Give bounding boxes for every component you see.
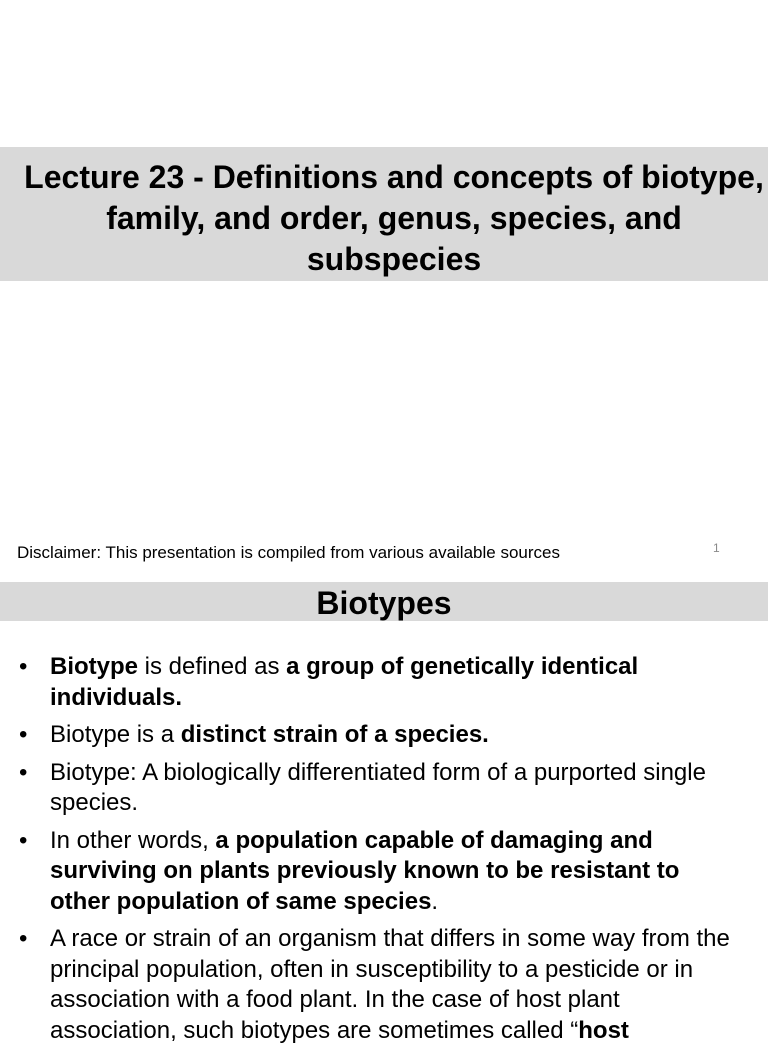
bullet-text: A race or strain of an organism that differs in some way from the principal population, often in susceptibility to a pesticide or in association with a food plant. In the case of host plant association, such biotypes are sometimes called “ <box>50 925 730 1044</box>
lecture-title: Lecture 23 - Definitions and concepts of biotype, family, and order, genus, species, and subspecies <box>24 159 764 277</box>
bullet-item <box>0 652 768 713</box>
bullet-item <box>0 758 768 819</box>
bullet-text: Biotype is a <box>50 721 181 748</box>
bullet-text: Biotype: A biologically differentiated form of a purported single species. <box>50 758 706 816</box>
bullet-dot-icon: • <box>19 721 28 748</box>
bullet-bold-text: a group of genetically identical individuals. <box>50 653 639 711</box>
bullet-item <box>0 924 768 1046</box>
bullet-text: is defined as <box>138 653 287 680</box>
disclaimer-text: Disclaimer: This presentation is compiled from various available sources <box>17 543 560 562</box>
slide-2 <box>0 582 768 1044</box>
bullet-dot-icon: • <box>19 826 28 854</box>
bullet-item <box>0 720 768 751</box>
bullet-bold-text: distinct strain of a species. <box>180 721 489 748</box>
slide-number: 1 <box>713 541 720 555</box>
bullet-bold-text: Biotype <box>50 653 139 680</box>
bullet-bold-text: host <box>578 1016 629 1044</box>
slide-heading: Biotypes <box>316 585 452 621</box>
bullet-dot-icon: • <box>19 758 28 786</box>
bullet-list <box>0 652 768 1053</box>
bullet-bold-text: a population capable of damaging and surviving on plants previously known to be resistant to other population of same species <box>50 826 680 915</box>
bullet-text: In other words, <box>50 826 216 854</box>
bullet-item <box>0 826 768 918</box>
bullet-text: . <box>431 887 439 915</box>
bullet-dot-icon: • <box>19 653 28 680</box>
bullet-dot-icon: • <box>19 925 28 952</box>
